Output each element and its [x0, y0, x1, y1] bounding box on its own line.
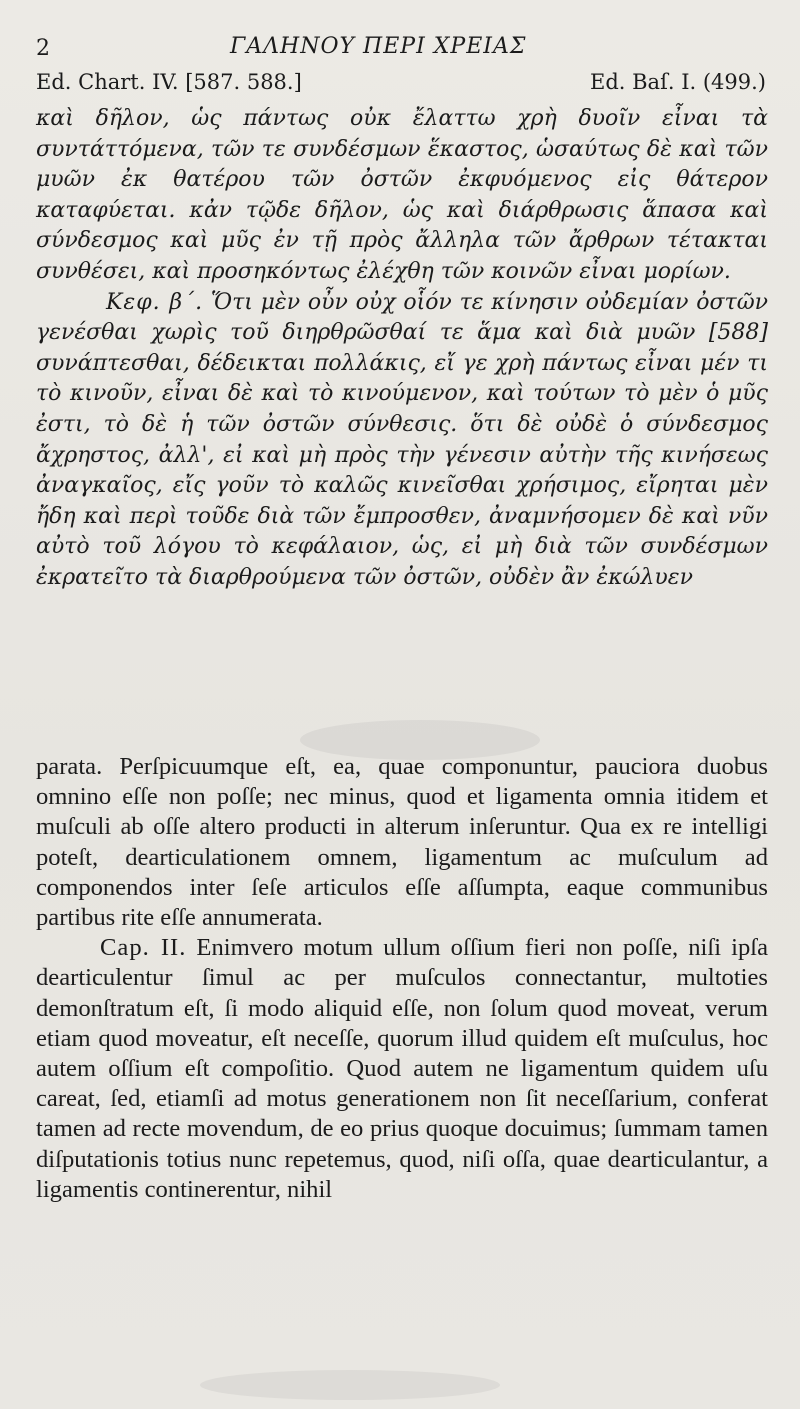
latin-paragraph-1: parata. Perſpicuumque eſt, ea, quae componuntur, pauciora duobus omnino eſſe non poſſe; nec minus, quod et ligamenta omnia itidem et muſculi ab oſſe altero producti in alterum inſeruntur. Qua ex re intelligi poteſt, dearticulationem omnem, ligamentum ac muſculum ad componendos inter ſeſe articulos eſſe aſſumpta, eaque communibus partibus rite eſſe annumerata.	[36, 753, 768, 932]
edition-basel-ref: Ed. Baſ. I. (499.)	[590, 70, 766, 94]
page-number: 2	[36, 36, 50, 61]
page-header	[36, 34, 776, 64]
greek-chapter-label: Κεφ. β΄.	[106, 289, 204, 315]
latin-paragraph-2	[36, 933, 768, 1205]
greek-paragraph-1: καὶ δῆλον, ὡς πάντως οὐκ ἔλαττω χρὴ δυοῖν εἶναι τὰ συντάττόμενα, τῶν τε συνδέσμων ἕκαστος, ὡσαύτως δὲ καὶ τῶν μυῶν ἐκ θατέρου τῶν ὀστῶν ἐκφυόμενος εἰς θάτερον καταφύεται. κἀν τῷδε δῆλον, ὡς καὶ διάρθρωσις ἅπασα καὶ σύνδεσμος καὶ μῦς ἐν τῇ πρὸς ἄλληλα τῶν ἄρθρων τέτακται συνθέσει, καὶ προσηκόντως ἐλέχθη τῶν κοινῶν εἶναι μορίων.	[36, 106, 768, 284]
running-title: ΓΑΛΗΝΟΥ ΠΕΡΙ ΧΡΕΙΑΣ	[230, 34, 527, 59]
edition-chartier-ref: Ed. Chart. IV. [587. 588.]	[36, 70, 302, 94]
edition-references	[36, 70, 766, 100]
greek-paragraph-2	[36, 288, 768, 594]
greek-paragraph-2-text: Ὅτι μὲν οὖν οὐχ οἷόν τε κίνησιν οὐδεμίαν ὀστῶν γενέσθαι χωρὶς τοῦ διηρθρῶσθαί τε ἅμα καὶ διὰ μυῶν [588] συνάπτεσθαι, δέδεικται πολλάκις, εἴ γε χρὴ πάντως εἶναι μέν τι τὸ κινοῦν, εἶναι δὲ καὶ τὸ κινούμενον, καὶ τούτων τὸ μὲν ὁ μῦς ἐστι, τὸ δὲ ἡ τῶν ὀστῶν σύνθεσις. ὅτι δὲ οὐδὲ ὁ σύνδεσμος ἄχρηστος, ἀλλ', εἰ καὶ μὴ πρὸς τὴν γένεσιν αὐτὴν τῆς κινήσεως ἀναγκαῖος, εἴς γοῦν τὸ καλῶς κινεῖσθαι χρήσιμος, εἴρηται μὲν ἤδη καὶ περὶ τοῦδε διὰ τῶν ἔμπροσθεν, ἀναμνήσομεν δὲ καὶ νῦν αὐτὸ τοῦ λόγου τὸ κεφάλαιον, ὡς, εἰ μὴ διὰ τῶν συνδέσμων ἐκρατεῖτο τὰ διαρθρούμενα τῶν ὀστῶν, οὐδὲν ἂν ἐκώλυεν	[36, 289, 769, 590]
latin-text-block	[36, 752, 768, 1205]
latin-paragraph-2-text: Enimvero motum ullum oſſium fieri non poſſe, niſi ipſa dearticulentur ſimul ac per muſculos connectantur, multoties demonſtratum eſt, ſi modo aliquid eſſe, non ſolum quod moveat, verum etiam quod moveatur, eſt neceſſe, quorum illud quidem eſt muſculus, hoc autem oſſium eſt compoſitio. Quod autem ne ligamentum quidem uſu careat, ſed, etiamſi ad motus generationem non ſit neceſſarium, conferat tamen ad recte movendum, de eo prius quoque docuimus; ſummam tamen diſputationis totius nunc repetemus, quod, niſi oſſa, quae dearticulantur, a ligamentis continerentur, nihil	[36, 934, 768, 1203]
greek-text-block	[36, 104, 768, 594]
show-through-smudge	[200, 1370, 500, 1400]
latin-chapter-label: Cap. II.	[100, 934, 187, 962]
